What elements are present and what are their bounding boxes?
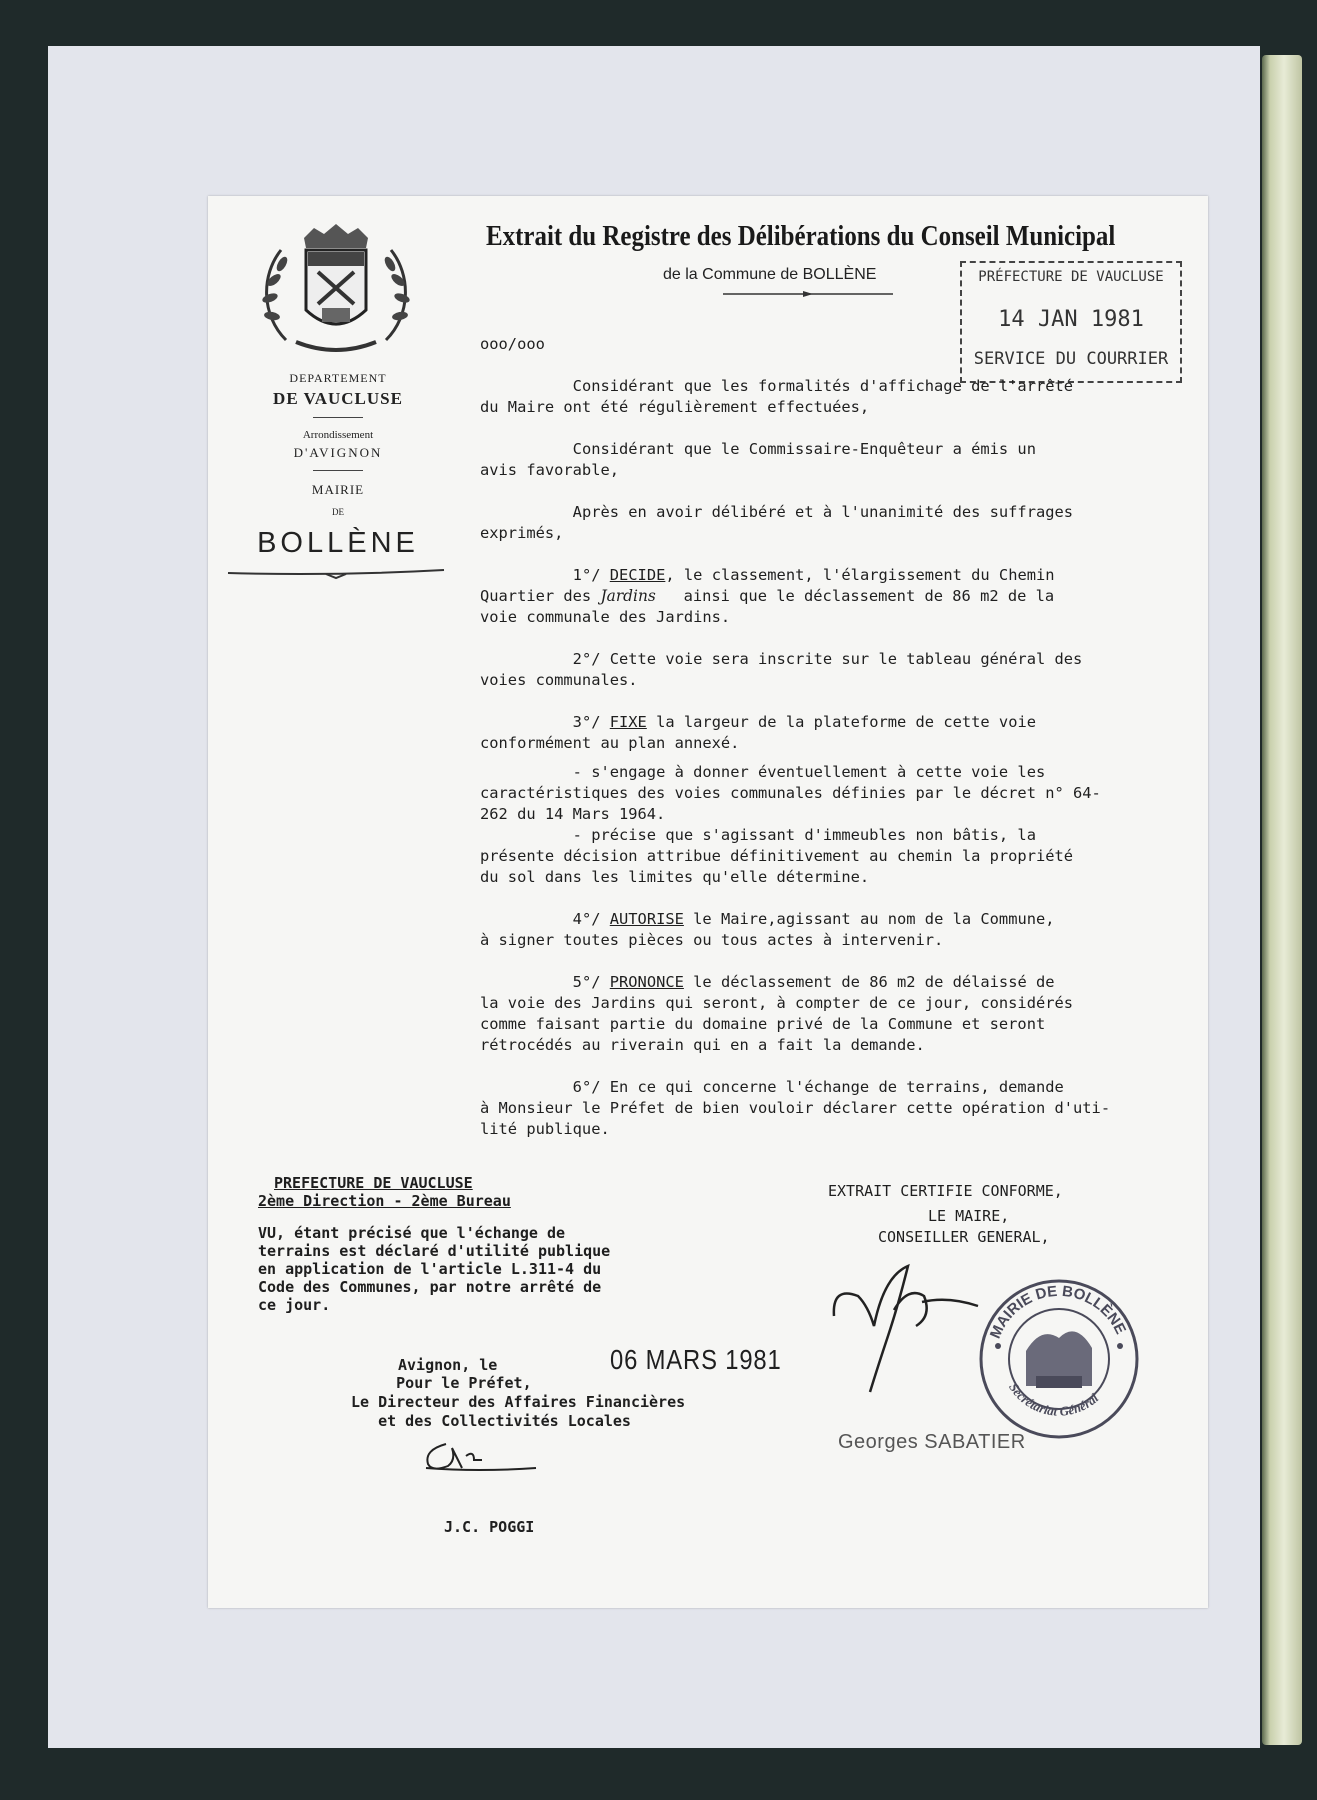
prefecture-date-stamp: 06 MARS 1981 — [610, 1344, 782, 1375]
stamp-service: SERVICE DU COURRIER — [973, 349, 1169, 369]
article-1-number: 1°/ — [480, 566, 610, 584]
article-1-text-cont: ainsi que le déclassement de 86 m2 de la voie communale des Jardins. — [480, 587, 1055, 626]
paragraph-article-4 — [480, 909, 1180, 951]
article-1-keyword: DECIDE — [609, 566, 666, 584]
prefecture-signatory-name: J.C. POGGI — [444, 1518, 535, 1536]
paragraph-apres-deliberation: Après en avoir délibéré et à l'unanimité des suffrages exprimés, — [480, 503, 1074, 542]
article-1-text: , le classement, l'élargissement du Chemin Quartier des — [480, 566, 1055, 605]
certification-conseiller: CONSEILLER GENERAL, — [878, 1228, 1050, 1246]
stamp-date: 14 JAN 1981 — [998, 307, 1144, 332]
seal-top-text: MAIRIE DE BOLLÈNE — [986, 1282, 1130, 1342]
article-5-text: le déclassement de 86 m2 de délaissé de la voie des Jardins qui seront, à compter de ce jour, considérés comme faisant partie du domaine privé de la Commune et seront rétrocédés au riverain qui en a fait la demande. — [480, 973, 1074, 1054]
seal-bottom-text: Secrétariat Général — [1006, 1379, 1102, 1419]
paragraph-considerant-1: Considérant que les formalités d'affichage de l'arrêté du Maire ont été régulièrement effectuées, — [480, 377, 1074, 416]
deliberation-body — [480, 334, 1180, 1140]
mayor-last-name: SABATIER — [924, 1431, 1026, 1453]
mayor-first-name: Georges — [838, 1431, 919, 1453]
paragraph-article-5 — [480, 972, 1180, 1056]
certification-maire: LE MAIRE, — [928, 1207, 1010, 1225]
prefecture-signatory: Pour le Préfet, Le Directeur des Affaires Financières et des Collectivités Locales — [351, 1374, 686, 1430]
certification-line: EXTRAIT CERTIFIE CONFORME, — [828, 1182, 1063, 1200]
certification-block — [828, 1181, 1158, 1248]
article-3-keyword: FIXE — [609, 713, 647, 731]
article-4-keyword: AUTORISE — [609, 910, 684, 928]
letterhead-departement-label: DEPARTEMENT — [289, 371, 387, 385]
subtitle-rule-icon — [723, 290, 893, 298]
article-4-text: le Maire,agissant au nom de la Commune, à signer toutes pièces ou tous actes à intervenir. — [480, 910, 1055, 949]
letterhead-arrondissement: D'AVIGNON — [293, 445, 383, 460]
continuation-mark: ooo/ooo — [480, 335, 545, 353]
letterhead-commune: BOLLÈNE — [257, 527, 419, 559]
letterhead-mairie: MAIRIE — [311, 482, 365, 497]
document-page — [208, 196, 1208, 1608]
letterhead-divider — [313, 470, 363, 471]
document-subtitle: de la Commune de BOLLÈNE — [663, 266, 877, 283]
paragraph-considerant-2: Considérant que le Commissaire-Enquêteur a émis un avis favorable, — [480, 440, 1036, 479]
town-crest-icon — [256, 220, 416, 360]
paragraph-article-3 — [480, 712, 1180, 754]
paragraph-article-2: 2°/ Cette voie sera inscrite sur le tableau général des voies communales. — [480, 650, 1083, 689]
document-title: Extrait du Registre des Délibérations du Conseil Municipal — [486, 220, 1116, 252]
prefecture-visa — [258, 1174, 678, 1314]
article-3-text: la largeur de la plateforme de cette voie conformément au plan annexé. — [480, 713, 1036, 752]
letterhead-divider — [313, 417, 363, 418]
paragraph-engagement: - s'engage à donner éventuellement à cette voie les caractéristiques des voies communales définies par le décret n° 64- 262 du 14 Mars 1964. — [480, 763, 1101, 823]
article-4-number: 4°/ — [480, 910, 610, 928]
prefecture-vu-text: VU, étant précisé que l'échange de terrains est déclaré d'utilité publique en application de l'article L.311-4 du Code des Communes, par notre arrêté de ce jour. — [258, 1224, 611, 1314]
stamp-prefecture: PRÉFECTURE DE VAUCLUSE — [978, 269, 1164, 285]
letterhead-arrondissement-label: Arrondissement — [302, 429, 374, 441]
mairie-seal-icon — [976, 1276, 1142, 1442]
paragraph-article-1 — [480, 565, 1180, 628]
mayor-name — [838, 1431, 1026, 1454]
letterhead-flourish-icon — [226, 566, 446, 580]
article-1-handwritten: Jardins — [600, 587, 656, 605]
article-5-keyword: PRONONCE — [609, 973, 684, 991]
prefect-signature-icon — [418, 1436, 538, 1476]
letterhead-departement: DE VAUCLUSE — [273, 389, 403, 408]
paragraph-article-6: 6°/ En ce qui concerne l'échange de terrains, demande à Monsieur le Préfet de bien vouloir déclarer cette opération d'uti- lité publique. — [480, 1078, 1111, 1138]
mayor-signature-icon — [828, 1256, 988, 1396]
prefecture-direction: 2ème Direction - 2ème Bureau — [258, 1192, 511, 1210]
letterhead-de: DE — [332, 507, 344, 517]
prefecture-place: Avignon, le — [398, 1356, 498, 1374]
prefecture-heading: PREFECTURE DE VAUCLUSE — [274, 1174, 473, 1192]
article-5-number: 5°/ — [480, 973, 610, 991]
article-3-number: 3°/ — [480, 713, 610, 731]
scan-background — [48, 46, 1260, 1748]
paragraph-precision: - précise que s'agissant d'immeubles non bâtis, la présente décision attribue définitivement au chemin la propriété du sol dans les limites qu'elle détermine. — [480, 826, 1074, 886]
binder-edge — [1262, 55, 1302, 1745]
